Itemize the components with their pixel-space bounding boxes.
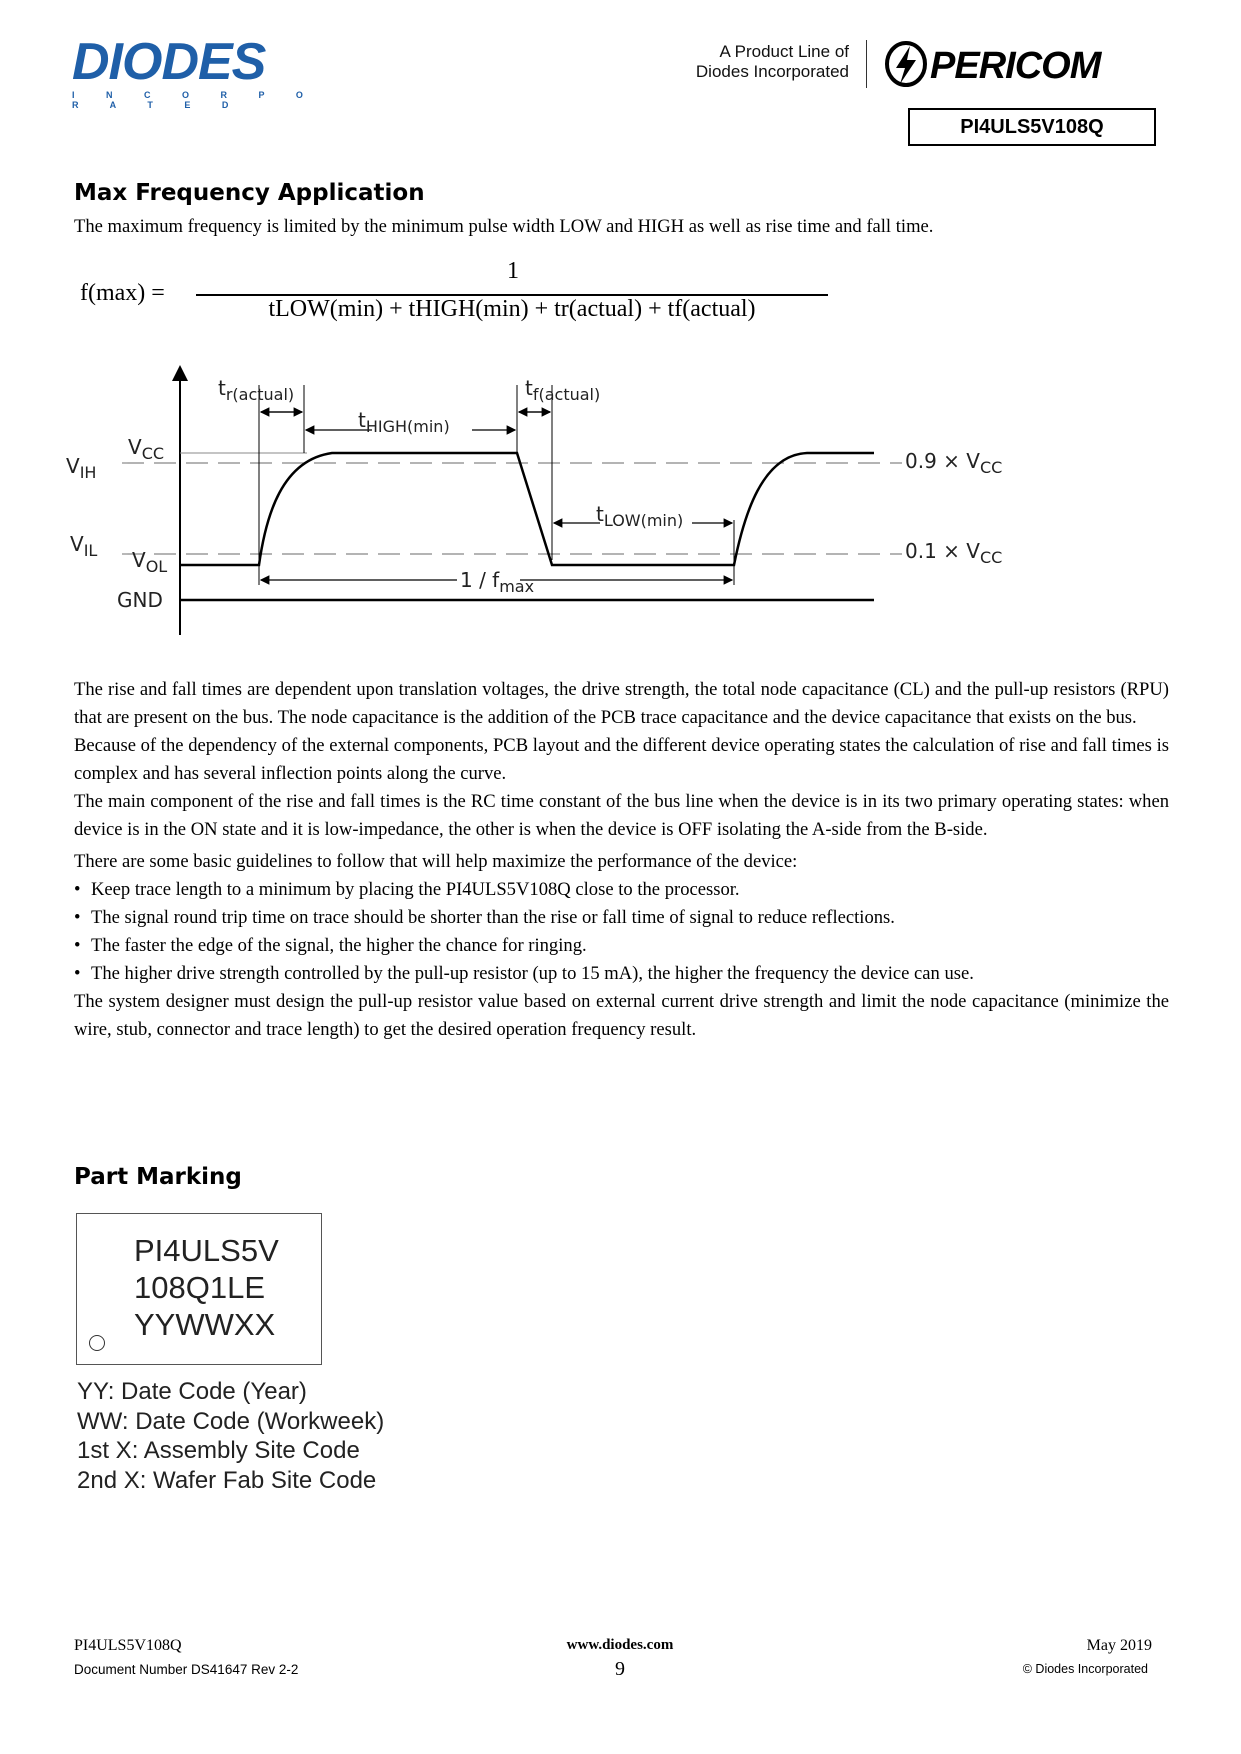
part-number-box: PI4ULS5V108Q <box>908 108 1156 146</box>
legend-item: 2nd X: Wafer Fab Site Code <box>77 1466 377 1494</box>
list-item: • The faster the edge of the signal, the higher the chance for ringing. <box>74 932 1169 960</box>
guideline-list <box>74 876 1169 988</box>
paragraph-guidelines: There are some basic guidelines to follow that will help maximize the performance of the device: <box>74 851 798 872</box>
pin1-indicator-icon <box>89 1335 105 1351</box>
section-heading-max-frequency: Max Frequency Application <box>74 180 425 206</box>
product-line-text-2: Diodes Incorporated <box>695 62 849 81</box>
product-line-note <box>696 42 849 82</box>
vcc-label: $V_{CC}$ <box>128 435 165 463</box>
vih-label: $V_{IH}$ <box>66 454 97 482</box>
pericom-logo-bolt <box>896 46 916 84</box>
intro-paragraph: The maximum frequency is limited by the minimum pulse width LOW and HIGH as well as rise time and fall time. <box>74 216 934 237</box>
marking-lines <box>134 1232 279 1343</box>
legend-item: YY: Date Code (Year) <box>77 1378 307 1405</box>
tlow-label: $t_{LOW(min)}$ <box>596 502 684 530</box>
pericom-logo <box>882 40 1162 88</box>
paragraph-dependency: Because of the dependency of the external components, PCB layout and the different device operating states the calculation of rise and fall times is complex and has several inflection points along the curve. <box>74 735 1169 784</box>
high-threshold-label: $0.9 \times V_{CC}$ <box>905 449 1003 477</box>
formula-lhs: f(max) = <box>80 280 165 306</box>
period-label: $1 / f_{max}$ <box>460 568 535 596</box>
list-item: • Keep trace length to a minimum by placing the PI4ULS5V108Q close to the processor. <box>74 876 1169 904</box>
formula-denominator: tLOW(min) + tHIGH(min) + tr(actual) + tf(actual) <box>268 296 756 322</box>
list-item: • The higher drive strength controlled by the pull-up resistor (up to 15 mA), the higher the frequency the device can use. <box>74 960 1169 988</box>
body-text <box>74 676 1169 1044</box>
pericom-logo-word: PERICOM <box>930 45 1101 87</box>
footer-url[interactable]: www.diodes.com <box>566 1637 674 1653</box>
vol-label: $V_{OL}$ <box>132 548 168 576</box>
tf-label: $t_{f(actual)}$ <box>525 376 601 404</box>
tr-label: $t_{r(actual)}$ <box>218 376 295 404</box>
part-marking-box <box>76 1213 322 1365</box>
low-threshold-label: $0.1 \times V_{CC}$ <box>905 539 1003 567</box>
paragraph-rc: The main component of the rise and fall times is the RC time constant of the bus line when the device is in its two primary operating states: when device is in the ON state and it is low-impedance, the other is when the device is OFF isolating the A-side from the B-side. <box>74 791 1169 840</box>
marking-line: YYWWXX <box>134 1307 276 1342</box>
footer-page-number: 9 <box>615 1658 625 1680</box>
footer-copyright: © Diodes Incorporated <box>1022 1662 1148 1676</box>
paragraph-rise-fall: The rise and fall times are dependent upon translation voltages, the drive strength, the total node capacitance (CL) and the pull-up resistors (RPU) that are present on the bus. The node capacitance is the addition of the PCB trace capacitance and the device capacitance that exists on the bus. <box>74 679 1169 728</box>
legend-item: 1st X: Assembly Site Code <box>77 1437 360 1464</box>
gnd-label: GND <box>117 588 163 612</box>
paragraph-system-designer: The system designer must design the pull-up resistor value based on external current drive strength and limit the node capacitance (minimize the wire, stub, connector and trace length) to get the desired operation frequency result. <box>74 991 1169 1040</box>
footer-part-number: PI4ULS5V108Q <box>74 1637 182 1654</box>
vil-label: $V_{IL}$ <box>70 532 98 560</box>
diodes-logo-word: DIODES <box>72 33 266 91</box>
list-item: • The signal round trip time on trace should be shorter than the rise or fall time of signal to reduce reflections. <box>74 904 1169 932</box>
marking-line: 108Q1LE <box>134 1270 265 1305</box>
footer-date: May 2019 <box>1086 1637 1152 1654</box>
timing-diagram <box>62 355 1022 640</box>
marking-legend <box>77 1377 384 1495</box>
max-frequency-formula <box>80 258 760 330</box>
marking-line: PI4ULS5V <box>134 1233 279 1268</box>
legend-item: WW: Date Code (Workweek) <box>77 1407 385 1435</box>
diodes-logo <box>72 33 322 110</box>
waveform <box>180 453 874 565</box>
formula-numerator: 1 <box>507 258 519 284</box>
section-heading-part-marking: Part Marking <box>74 1164 242 1190</box>
header-divider <box>866 40 867 88</box>
footer-document-number: Document Number DS41647 Rev 2-2 <box>74 1662 299 1677</box>
product-line-text-1: A Product Line of <box>719 42 849 61</box>
diodes-logo-incorporated: I N C O R P O R A T E D <box>72 90 318 110</box>
thigh-label: $t_{HIGH(min)}$ <box>358 408 450 436</box>
